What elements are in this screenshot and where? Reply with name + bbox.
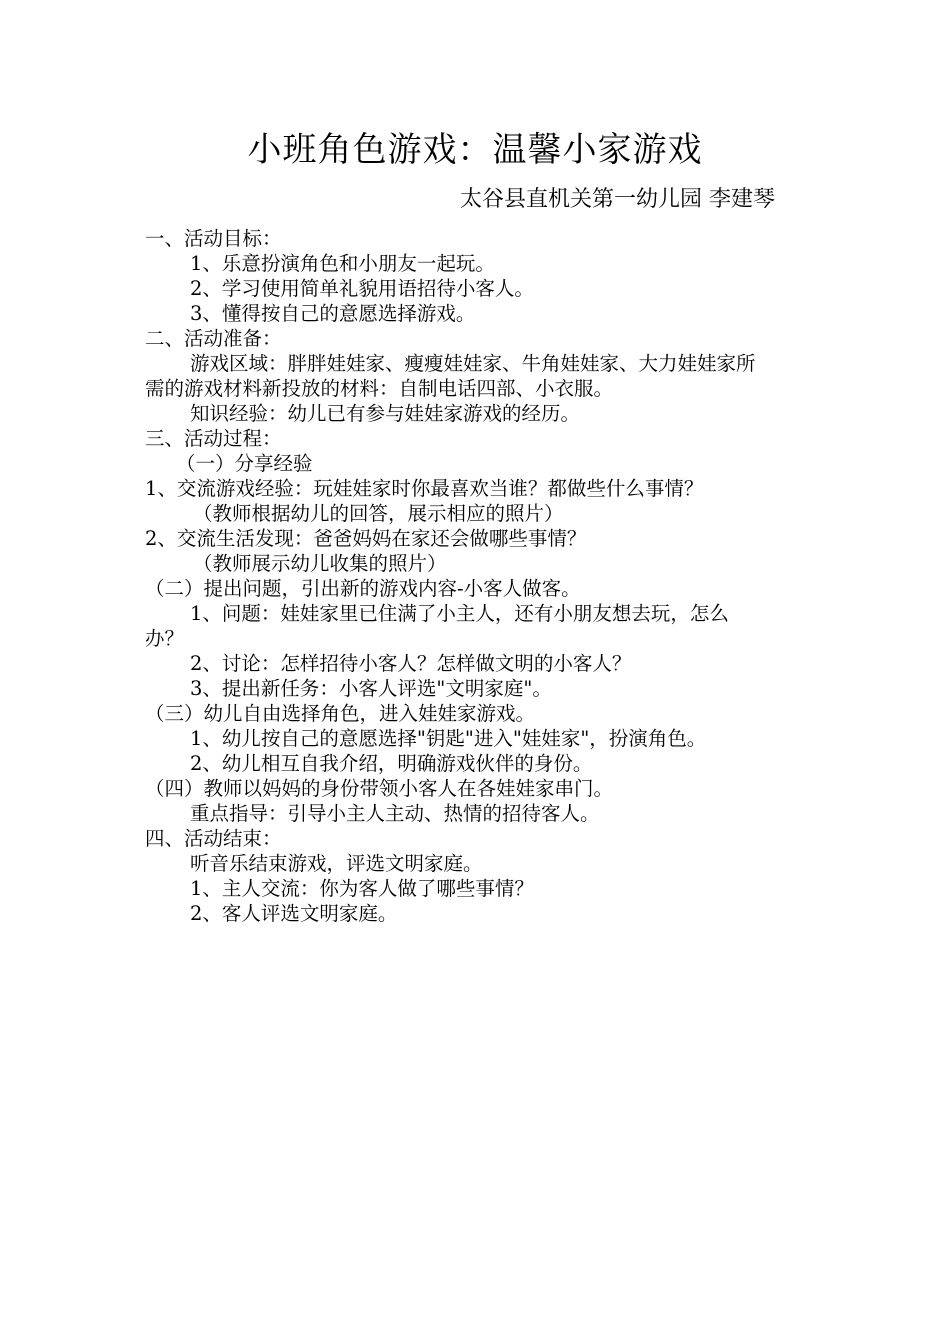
preparation-knowledge: 知识经验：幼儿已有参与娃娃家游戏的经历。 [190, 402, 581, 425]
process-part-3-item-1: 1、幼儿按自己的意愿选择"钥匙"进入"娃娃家"，扮演角色。 [190, 727, 707, 750]
process-part-1-note-2: （教师展示幼儿收集的照片） [193, 552, 447, 575]
section-heading-ending: 四、活动结束： [145, 827, 282, 850]
ending-item-1: 1、主人交流：你为客人做了哪些事情？ [190, 877, 534, 900]
section-heading-preparation: 二、活动准备： [145, 327, 282, 350]
document-title: 小班角色游戏：温馨小家游戏 [247, 130, 703, 170]
process-part-3-item-2: 2、幼儿相互自我介绍，明确游戏伙伴的身份。 [190, 752, 593, 775]
section-heading-process: 三、活动过程： [145, 427, 282, 450]
process-part-1-item-1: 1、交流游戏经验：玩娃娃家时你最喜欢当谁？都做些什么事情？ [145, 477, 704, 500]
process-part-1-heading: （一）分享经验 [176, 452, 313, 475]
process-part-4-heading: （四）教师以妈妈的身份带领小客人在各娃娃家串门。 [145, 777, 614, 800]
goal-item-2: 2、学习使用简单礼貌用语招待小客人。 [190, 277, 534, 300]
process-part-1-note-1: （教师根据幼儿的回答，展示相应的照片） [193, 502, 564, 525]
goal-item-3: 3、懂得按自己的意愿选择游戏。 [190, 302, 476, 325]
section-heading-goals: 一、活动目标： [145, 227, 282, 250]
preparation-area-line-2: 需的游戏材料新投放的材料：自制电话四部、小衣服。 [145, 377, 614, 400]
author-line: 太谷县直机关第一幼儿园 李建琴 [460, 187, 775, 212]
process-part-3-heading: （三）幼儿自由选择角色，进入娃娃家游戏。 [145, 702, 536, 725]
process-part-1-item-2: 2、交流生活发现：爸爸妈妈在家还会做哪些事情？ [145, 527, 587, 550]
process-part-2-item-2: 2、讨论：怎样招待小客人？怎样做文明的小客人？ [190, 652, 632, 675]
ending-item-2: 2、客人评选文明家庭。 [190, 902, 398, 925]
process-part-2-item-1-line-2: 办？ [145, 627, 185, 650]
goal-item-1: 1、乐意扮演角色和小朋友一起玩。 [190, 252, 495, 275]
process-part-2-item-3: 3、提出新任务：小客人评选"文明家庭"。 [190, 677, 552, 700]
ending-intro: 听音乐结束游戏，评选文明家庭。 [190, 852, 483, 875]
process-part-2-item-1-line-1: 1、问题：娃娃家里已住满了小主人，还有小朋友想去玩，怎么 [190, 602, 729, 625]
preparation-area-line-1: 游戏区域：胖胖娃娃家、瘦瘦娃娃家、牛角娃娃家、大力娃娃家所 [190, 352, 756, 375]
process-part-4-guidance: 重点指导：引导小主人主动、热情的招待客人。 [190, 802, 600, 825]
process-part-2-heading: （二）提出问题，引出新的游戏内容-小客人做客。 [145, 577, 581, 600]
